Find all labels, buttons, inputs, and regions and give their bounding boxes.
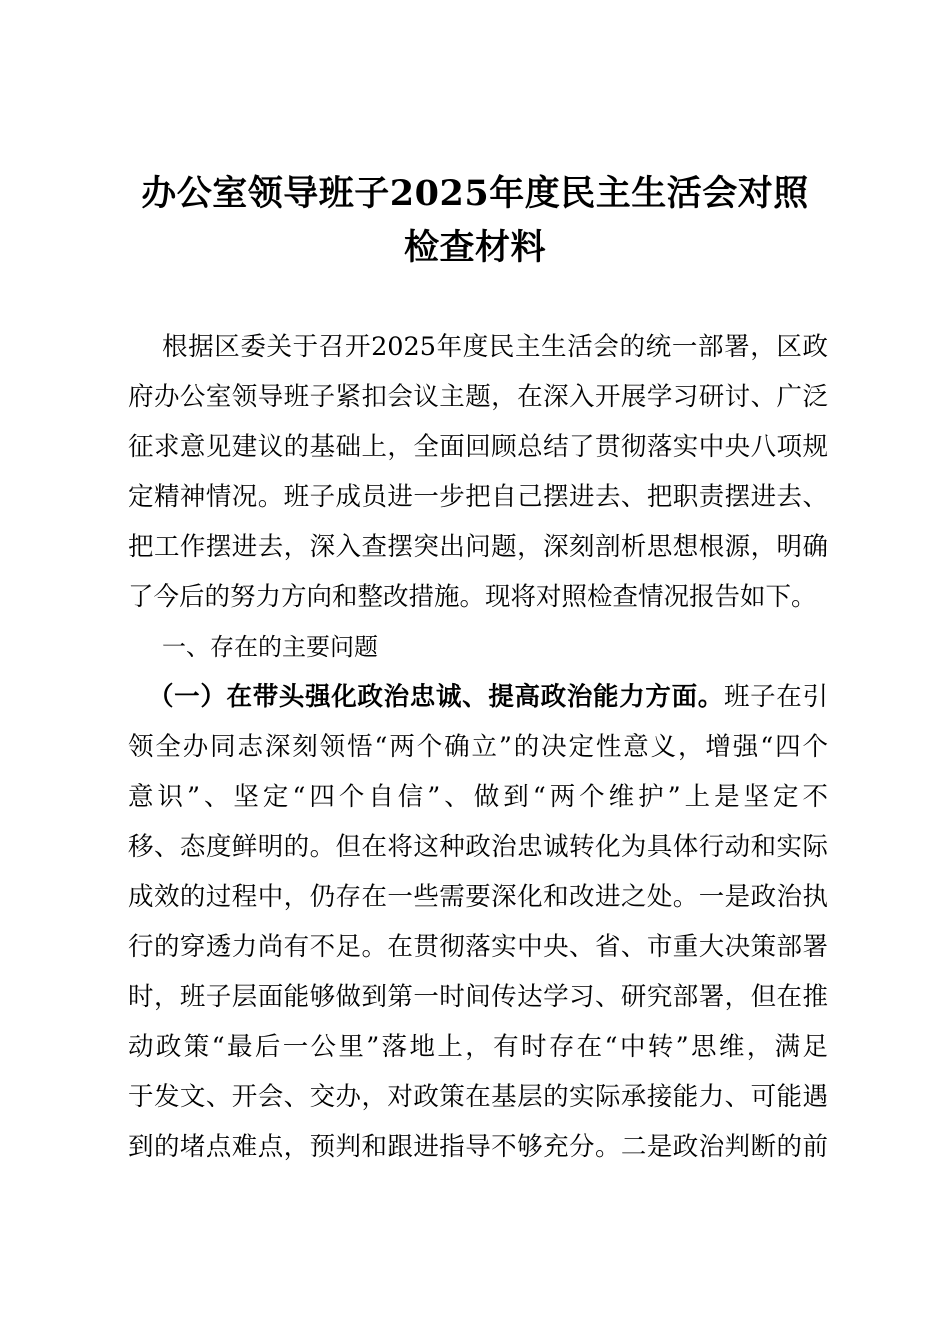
section-heading: 一、存在的主要问题 xyxy=(162,633,378,661)
subsection-line: 时，班子层面能够做到第一时间传达学习、研究部署，但在推 xyxy=(128,982,828,1012)
intro-line: 府办公室领导班子紧扣会议主题，在深入开展学习研讨、广泛 xyxy=(128,382,828,412)
subsection-line: 于发文、开会、交办，对政策在基层的实际承接能力、可能遇 xyxy=(128,1082,828,1112)
subsection-line: 移、态度鲜明的。但在将这种政治忠诚转化为具体行动和实际 xyxy=(128,832,828,862)
subsection-line: 意识”、坚定“四个自信”、做到“两个维护”上是坚定不 xyxy=(128,782,828,812)
subsection-heading: （一）在带头强化政治忠诚、提高政治能力方面。 xyxy=(148,682,724,712)
intro-line: 根据区委关于召开2025年度民主生活会的统一部署，区政 xyxy=(162,332,828,362)
subsection-text: 班子在引 xyxy=(723,682,828,712)
intro-line: 定精神情况。班子成员进一步把自己摆进去、把职责摆进去、 xyxy=(128,482,828,512)
intro-line: 征求意见建议的基础上，全面回顾总结了贯彻落实中央八项规 xyxy=(128,432,828,462)
intro-line: 了今后的努力方向和整改措施。现将对照检查情况报告如下。 xyxy=(128,582,817,612)
subsection-line: 动政策“最后一公里”落地上，有时存在“中转”思维，满足 xyxy=(128,1032,828,1062)
subsection-line: 成效的过程中，仍存在一些需要深化和改进之处。一是政治执 xyxy=(128,882,828,912)
document-body xyxy=(128,330,828,1180)
subsection-line: 到的堵点难点，预判和跟进指导不够充分。二是政治判断的前 xyxy=(128,1132,828,1162)
document-title-line-2: 检查材料 xyxy=(403,227,546,268)
intro-line: 把工作摆进去，深入查摆突出问题，深刻剖析思想根源，明确 xyxy=(128,532,828,562)
document-title-line-1: 办公室领导班子2025年度民主生活会对照 xyxy=(141,173,809,214)
subsection-first-line xyxy=(128,680,828,730)
subsection-line: 领全办同志深刻领悟“两个确立”的决定性意义，增强“四个 xyxy=(128,732,828,762)
subsection-line: 行的穿透力尚有不足。在贯彻落实中央、省、市重大决策部署 xyxy=(128,932,828,962)
